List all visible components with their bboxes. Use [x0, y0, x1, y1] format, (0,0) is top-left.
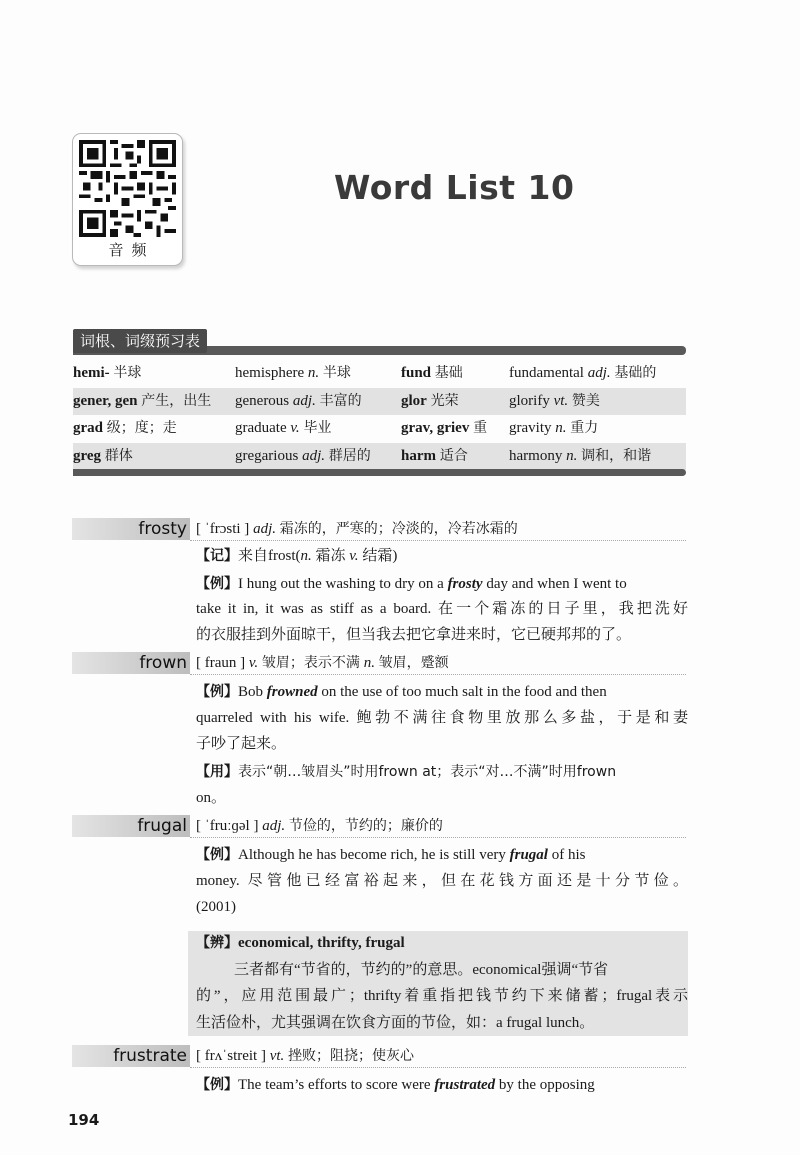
page-title: Word List 10	[334, 168, 575, 207]
audio-qr-code[interactable]	[72, 133, 183, 266]
frustrate-example: 【例】The team’s efforts to score were frustrated by the opposing	[196, 1077, 595, 1093]
frugal-distinction-line: 的”，应用范围最广；thrifty着重指把钱节约下来储蓄；frugal表示	[196, 988, 688, 1004]
frown-example-line: quarreled with his wife. 鲍勃不满往食物里放那么多盐，于是和妻	[196, 710, 688, 726]
preview-row: grad 级；度；走 graduate v. 毕业 grav, griev 重 gravity n. 重力	[73, 420, 599, 436]
headword-frustrate: frustrate	[113, 1046, 187, 1066]
qr-label: 音频	[108, 241, 155, 259]
frown-example-line: 子吵了起来。	[196, 736, 287, 752]
entry-divider	[190, 674, 686, 675]
headword-frugal: frugal	[137, 816, 187, 836]
frosty-example-line: 的衣服挂到外面晾干，但当我去把它拿进来时，它已硬邦邦的了。	[196, 627, 632, 643]
entry-divider	[190, 1067, 686, 1068]
frugal-example: 【例】Although he has become rich, he is still very frugal of his	[196, 847, 586, 863]
preview-table	[73, 360, 686, 470]
frown-example: 【例】Bob frowned on the use of too much salt in the food and then	[196, 684, 607, 700]
headword-frown: frown	[139, 653, 187, 673]
entry-divider	[190, 540, 686, 541]
frown-usage: 【用】表示“朝…皱眉头”时用frown at；表示“对…不满”时用frown	[196, 764, 617, 780]
frosty-example: 【例】I hung out the washing to dry on a frosty day and when I went to	[196, 576, 627, 592]
frugal-example-line: money. 尽管他已经富裕起来，但在花钱方面还是十分节俭。	[196, 873, 688, 889]
preview-bottom-rule	[73, 469, 686, 476]
frosty-definition: [ ˈfrɔsti ] adj. 霜冻的，严寒的；冷淡的，冷若冰霜的	[196, 521, 518, 537]
preview-row: greg 群体 gregarious adj. 群居的 harm 适合 harmony n. 调和，和谐	[73, 443, 686, 471]
frown-definition: [ fraun ] v. 皱眉；表示不满 n. 皱眉，蹙额	[196, 655, 449, 671]
frugal-distinction-line: 生活俭朴，尤其强调在饮食方面的节俭，如：a frugal lunch。	[196, 1015, 595, 1031]
frugal-distinction-line: 三者都有“节省的，节约的”的意思。economical强调“节省	[234, 962, 609, 978]
preview-row: hemi- 半球 hemisphere n. 半球 fund 基础 fundamental adj. 基础的	[73, 365, 657, 381]
page-number: 194	[68, 1111, 100, 1129]
frugal-distinction: 【辨】economical, thrifty, frugal	[196, 935, 405, 951]
headword-frosty: frosty	[138, 519, 187, 539]
frustrate-definition: [ frʌˈstreit ] vt. 挫败；阻挠；使灰心	[196, 1048, 415, 1064]
entry-divider	[190, 837, 686, 838]
frosty-example-line: take it in, it was as stiff as a board. 在一个霜冻的日子里，我把洗好	[196, 601, 688, 617]
frown-usage-line: on。	[196, 790, 227, 806]
frugal-example-year: (2001)	[196, 899, 236, 915]
frugal-definition: [ ˈfruːɡəl ] adj. 节俭的，节约的；廉价的	[196, 818, 443, 834]
preview-heading: 词根、词缀预习表	[73, 329, 207, 353]
qr-code-icon	[79, 140, 176, 237]
frosty-memo: 【记】来自frost(n. 霜冻 v. 结霜)	[196, 548, 398, 564]
preview-row: gener, gen 产生，出生 generous adj. 丰富的 glor 光荣 glorify vt. 赞美	[73, 388, 686, 416]
